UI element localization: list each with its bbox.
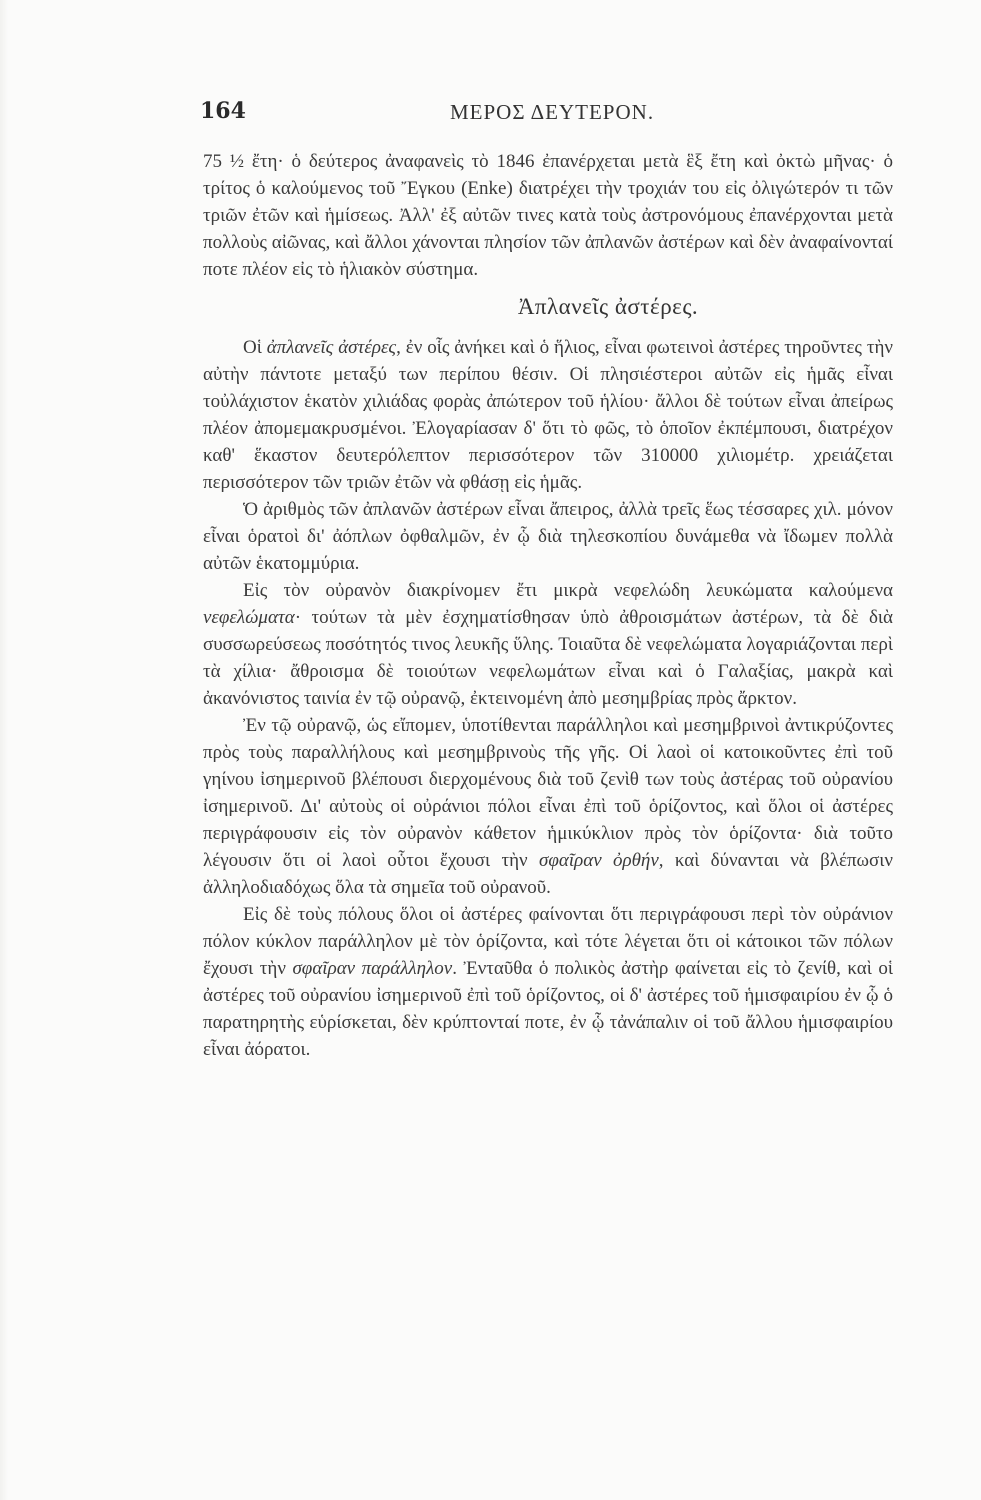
section-heading: Ἀπλανεῖς ἀστέρες.	[517, 294, 699, 319]
paragraph-lead: Ἐν τῷ οὐρανῷ, ὡς εἴπομεν, ὑποτίθενται παράλληλοι καὶ μεσημβρινοὶ ἀντικρύζοντες πρὸς τοὺς παραλλήλους καὶ μεσημβρινοὺς τῆς γῆς. Οἱ λαοὶ οἱ κατοικοῦντες ἐπὶ τοῦ γηίνου ἰσημερινοῦ βλέπουσι διερχομένους διὰ τοῦ ζενὶθ των τοὺς ἀστέρας τοῦ οὐρανίου ἰσημερινοῦ. Δι' αὐτοὺς οἱ οὐράνιοι πόλοι εἶναι ἐπὶ τοῦ ὁρίζοντος, καὶ ὅλοι οἱ ἀστέρες περιγράφουσιν εἰς τὸν οὐρανὸν κάθετον ἡμικύκλιον πρὸς τὸν ὁρίζοντα· διὰ τοῦτο λέγουσιν ὅτι οἱ λαοὶ οὗτοι ἔχουσι τὴν	[203, 715, 893, 871]
paragraph-lead: Εἰς δὲ τοὺς πόλους ὅλοι οἱ ἀστέρες φαίνονται ὅτι περιγράφουσι περὶ τὸν οὐράνιον πόλον κύκλον παράλληλον μὲ τὸν ὁρίζοντα, καὶ τότε λέγεται ὅτι οἱ κάτοικοι τῶν πόλων ἔχουσι τὴν	[203, 904, 893, 979]
page-edge-shadow	[0, 0, 8, 1500]
running-title: ΜΕΡΟΣ ΔΕΥΤΕΡΟΝ.	[450, 100, 655, 124]
paragraph-parallel-sphere	[203, 901, 893, 1063]
paragraph-rest: . Ἐνταῦθα ὁ πολικὸς ἀστὴρ φαίνεται εἰς τὸ ζενίθ, καὶ οἱ ἀστέρες τοῦ οὐρανίου ἰσημερινοῦ ἐπὶ τοῦ ὁρίζοντος, οἱ δ' ἀστέρες τοῦ ἡμισφαιρίου ἐν ᾧ ὁ παρατηρητὴς εὑρίσκεται, δὲν κρύπτονταί ποτε, ἐν ᾧ τἀνάπαλιν οἱ τοῦ ἄλλου ἡμισφαιρίου εἶναι ἀόρατοι.	[203, 958, 893, 1060]
paragraph-nebulae	[203, 577, 893, 712]
term-fixed-stars: ἀπλανεῖς ἀστέρες	[266, 337, 397, 358]
opening-paragraph: 75 ½ ἔτη· ὁ δεύτερος ἀναφανεὶς τὸ 1846 ἐπανέρχεται μετὰ ἓξ ἔτη καὶ ὀκτὼ μῆνας· ὁ τρίτος ὁ καλούμενος τοῦ Ἔγκου (Enke) διατρέχει τὴν τροχιάν του εἰς ὀλιγώτερόν τι τῶν τριῶν ἐτῶν καὶ ἡμίσεως. Ἀλλ' ἐξ αὐτῶν τινες κατὰ τοὺς ἀστρονόμους ἐπανέρχονται μετὰ πολλοὺς αἰῶνας, καὶ ἄλλοι χάνονται πλησίον τῶν ἀπλανῶν ἀστέρων καὶ δὲν ἀναφαίνονταί ποτε πλέον εἰς τὸ ἡλιακὸν σύστημα.	[203, 151, 893, 280]
page-number: 164	[200, 98, 246, 124]
term-right-sphere: σφαῖραν ὀρθήν	[538, 850, 659, 871]
paragraph-right-sphere	[203, 712, 893, 901]
term-parallel-sphere: σφαῖραν παράλληλον	[292, 958, 453, 979]
term-nebulae: νεφελώματα	[203, 607, 295, 628]
paragraph-rest: , καὶ δύνανται νὰ βλέπωσιν ἀλληλοδιαδόχως ὅλα τὰ σημεῖα τοῦ οὐρανοῦ.	[203, 850, 893, 898]
page-header	[200, 98, 890, 128]
paragraph-lead: Εἰς τὸν οὐρανὸν διακρίνομεν ἔτι μικρὰ νεφελώδη λευκώματα καλούμενα	[243, 580, 893, 601]
paragraph-fixed-stars	[203, 334, 893, 496]
body-text	[203, 148, 893, 1063]
paragraph-lead: Οἱ	[243, 337, 267, 358]
paragraph-star-count: Ὁ ἀριθμὸς τῶν ἀπλανῶν ἀστέρων εἶναι ἄπειρος, ἀλλὰ τρεῖς ἕως τέσσαρες χιλ. μόνον εἶναι ὁρατοὶ δι' ἀόπλων ὀφθαλμῶν, ἐν ᾧ διὰ τηλεσκοπίου δυνάμεθα νὰ ἴδωμεν πολλὰ αὐτῶν ἑκατομμύρια.	[203, 499, 893, 574]
paragraph-rest: , ἐν οἷς ἀνήκει καὶ ὁ ἥλιος, εἶναι φωτεινοὶ ἀστέρες τηροῦντες τὴν αὐτὴν πάντοτε μεταξύ των περίπου θέσιν. Οἱ πλησιέστεροι αὐτῶν εἰς ἡμᾶς εἶναι τοὐλάχιστον ἑκατὸν χιλιάδας φορὰς ἀπώτερον τοῦ ἡλίου· ἄλλοι δὲ τούτων εἶναι ἀπείρως πλέον ἀπομεμακρυσμένοι. Ἐλογαρίασαν δ' ὅτι τὸ φῶς, τὸ ὁποῖον ἐκπέμπουσι, διατρέχον καθ' ἕκαστον δευτερόλεπτον περισσότερον τῶν 310000 χιλιομέτρ. χρειάζεται περισσότερον τῶν τριῶν ἐτῶν νὰ φθάσῃ εἰς ἡμᾶς.	[203, 337, 893, 493]
paragraph-rest: · τούτων τὰ μὲν ἐσχηματίσθησαν ὑπὸ ἀθροισμάτων ἀστέρων, τὰ δὲ διὰ συσσωρεύσεως ποσότητός τινος λευκῆς ὕλης. Τοιαῦτα δὲ νεφελώματα λογαριάζονται περὶ τὰ χίλια· ἄθροισμα δὲ τοιούτων νεφελωμάτων εἶναι καὶ ὁ Γαλαξίας, μακρὰ καὶ ἀκανόνιστος ταινία ἐν τῷ οὐρανῷ, ἐκτεινομένη ἀπὸ μεσημβρίας πρὸς ἄρκτον.	[203, 607, 893, 709]
